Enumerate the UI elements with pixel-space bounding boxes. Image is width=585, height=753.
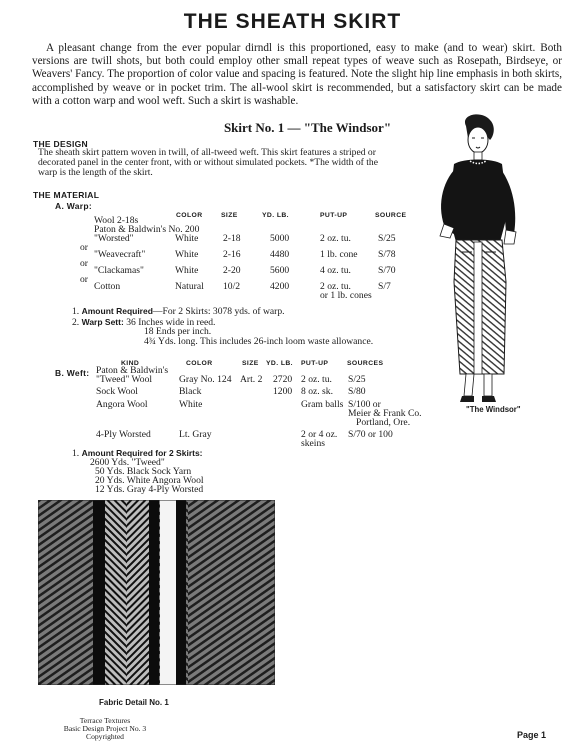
weft-header-yd-lb: YD. LB. <box>266 360 293 367</box>
warp-row-source: S/25 <box>378 233 396 244</box>
weft-header-sources: SOURCES <box>347 360 384 367</box>
footer-line: Copyrighted <box>86 732 124 741</box>
warp-row-put-up: 1 lb. cone <box>320 249 358 260</box>
note-label: Amount Required for 2 Skirts: <box>81 448 203 458</box>
weft-row-source: S/100 or <box>348 399 381 410</box>
material-heading: THE MATERIAL <box>33 190 100 200</box>
weft-amount-line: 50 Yds. Black Sock Yarn <box>95 466 192 477</box>
windsor-skirt-illustration <box>420 112 545 405</box>
weft-row-source: S/25 <box>348 374 366 385</box>
warp-or: or <box>80 274 88 285</box>
weft-row-yd-lb: 1200 <box>273 386 293 397</box>
warp-row-source: S/7 <box>378 281 391 292</box>
warp-row-kind: "Weavecraft" <box>94 249 146 260</box>
warp-row-kind: "Worsted" <box>94 233 134 244</box>
warp-row-yd-lb: 5000 <box>270 233 290 244</box>
weft-row-put-up: 8 oz. sk. <box>301 386 333 397</box>
weft-header-size: SIZE <box>242 360 259 367</box>
warp-header-yd-lb: YD. LB. <box>262 212 289 219</box>
weft-row-color: Gray No. 124 <box>179 374 232 385</box>
warp-header-color: COLOR <box>176 212 203 219</box>
warp-row-yd-lb: 4200 <box>270 281 290 292</box>
warp-row-source: S/78 <box>378 249 396 260</box>
warp-header-size: SIZE <box>221 212 238 219</box>
warp-row-put-up-cont: or 1 lb. cones <box>320 290 372 301</box>
weft-row-source-cont: Meier & Frank Co. <box>348 408 422 419</box>
weft-row-yd-lb: 2720 <box>273 374 293 385</box>
note-label: Amount Required <box>81 306 153 316</box>
note-number: 2. <box>72 317 80 328</box>
warp-row-put-up: 4 oz. tu. <box>320 265 351 276</box>
warp-pre-line1: Wool 2-18s <box>94 215 139 226</box>
weft-row-source: S/70 or 100 <box>348 429 393 440</box>
weft-row-source-cont2: Portland, Ore. <box>356 417 411 428</box>
weft-row-kind: Sock Wool <box>96 386 138 397</box>
warp-row-size: 10/2 <box>223 281 241 292</box>
weft-amount-line: 2600 Yds. "Tweed" <box>90 457 165 468</box>
weft-row-put-up: 2 or 4 oz. <box>301 429 338 440</box>
weft-amount-line: 20 Yds. White Angora Wool <box>95 475 204 486</box>
design-text-line3: warp is the length of the skirt. <box>38 167 153 178</box>
warp-row-kind: "Clackamas" <box>94 265 144 276</box>
fabric-detail-photo <box>38 500 275 685</box>
warp-header-put-up: PUT-UP <box>320 212 348 219</box>
warp-or: or <box>80 258 88 269</box>
warp-note-amount <box>72 306 285 318</box>
figure-caption: "The Windsor" <box>466 405 521 414</box>
weft-header-color: COLOR <box>186 360 213 367</box>
design-text-line1: The sheath skirt pattern woven in twill, of all-tweed weft. This skirt features a striped or <box>38 147 376 158</box>
page-title: THE SHEATH SKIRT <box>183 10 402 33</box>
skirt-subtitle: Skirt No. 1 — "The Windsor" <box>223 120 392 135</box>
weft-row-kind-cont: "Tweed" Wool <box>96 374 153 385</box>
weft-row-put-up-cont: skeins <box>301 438 325 449</box>
weft-row-size: Art. 2 <box>240 374 263 385</box>
note-label: Warp Sett: <box>81 317 124 327</box>
page-number: Page 1 <box>517 730 547 740</box>
footer-line: Basic Design Project No. 3 <box>63 724 147 733</box>
warp-row-kind: Cotton <box>94 281 121 292</box>
weft-header-kind: KIND <box>121 360 140 367</box>
warp-row-size: 2-20 <box>223 265 241 276</box>
warp-row-yd-lb: 4480 <box>270 249 290 260</box>
warp-row-source: S/70 <box>378 265 396 276</box>
fabric-caption: Fabric Detail No. 1 <box>99 698 169 707</box>
footer-credit <box>40 717 170 741</box>
warp-row-put-up: 2 oz. tu. <box>320 233 351 244</box>
warp-pre-line2: Paton & Baldwin's No. 200 <box>94 224 200 235</box>
footer-line: Terrace Textures <box>79 716 131 725</box>
weft-row-source: S/80 <box>348 386 366 397</box>
weft-header-put-up: PUT-UP <box>301 360 329 367</box>
warp-row-color: White <box>175 249 199 260</box>
warp-row-put-up: 2 oz. tu. <box>320 281 351 292</box>
weft-row-kind: Paton & Baldwin's <box>96 365 169 376</box>
warp-row-size: 2-18 <box>223 233 241 244</box>
weft-row-color: White <box>179 399 203 410</box>
warp-note-sett-line3: 4¾ Yds. long. This includes 26-inch loom waste allowance. <box>144 336 374 347</box>
warp-row-color: White <box>175 233 199 244</box>
weft-row-put-up: Gram balls <box>301 399 344 410</box>
warp-row-yd-lb: 5600 <box>270 265 290 276</box>
weft-label: B. Weft: <box>55 368 90 378</box>
note-number: 1. <box>72 306 80 317</box>
intro-paragraph: A pleasant change from the ever popular dirndl is this proportioned, easy to make (and to wear) skirt. Both versions are twill shots, but both could employ other small repeat types of weave such as Rosepath, Birdseye, or Weavers' Fancy. The proportion of color value and spacing is featured. Note the slight hip line emphasis in both skirts, accomplished by weave or in pocket trim. The all-wool skirt is recommended, but a satisfactory skirt can be made with a cotton warp and wool weft. Such a skirt is washable. <box>32 42 562 107</box>
note-number: 1. <box>72 448 80 459</box>
weft-row-kind: 4-Ply Worsted <box>96 429 151 440</box>
design-text-line2: decorated panel in the center front, with or without simulated pockets. *The width of the <box>38 157 378 168</box>
warp-row-color: White <box>175 265 199 276</box>
weft-row-put-up: 2 oz. tu. <box>301 374 332 385</box>
warp-note-sett-line2: 18 Ends per inch. <box>144 326 212 337</box>
weft-row-kind: Angora Wool <box>96 399 148 410</box>
warp-label: A. Warp: <box>55 201 93 211</box>
weft-row-color: Lt. Gray <box>179 429 212 440</box>
note-text: 36 Inches wide in reed. <box>123 317 216 328</box>
warp-header-source: SOURCE <box>375 212 407 219</box>
warp-row-size: 2-16 <box>223 249 241 260</box>
weft-amount-line: 12 Yds. Gray 4-Ply Worsted <box>95 484 204 495</box>
weft-row-color: Black <box>179 386 202 397</box>
warp-row-color: Natural <box>175 281 204 292</box>
design-heading: THE DESIGN <box>33 139 88 149</box>
note-text: —For 2 Skirts: 3078 yds. of warp. <box>152 306 285 317</box>
warp-or: or <box>80 242 88 253</box>
